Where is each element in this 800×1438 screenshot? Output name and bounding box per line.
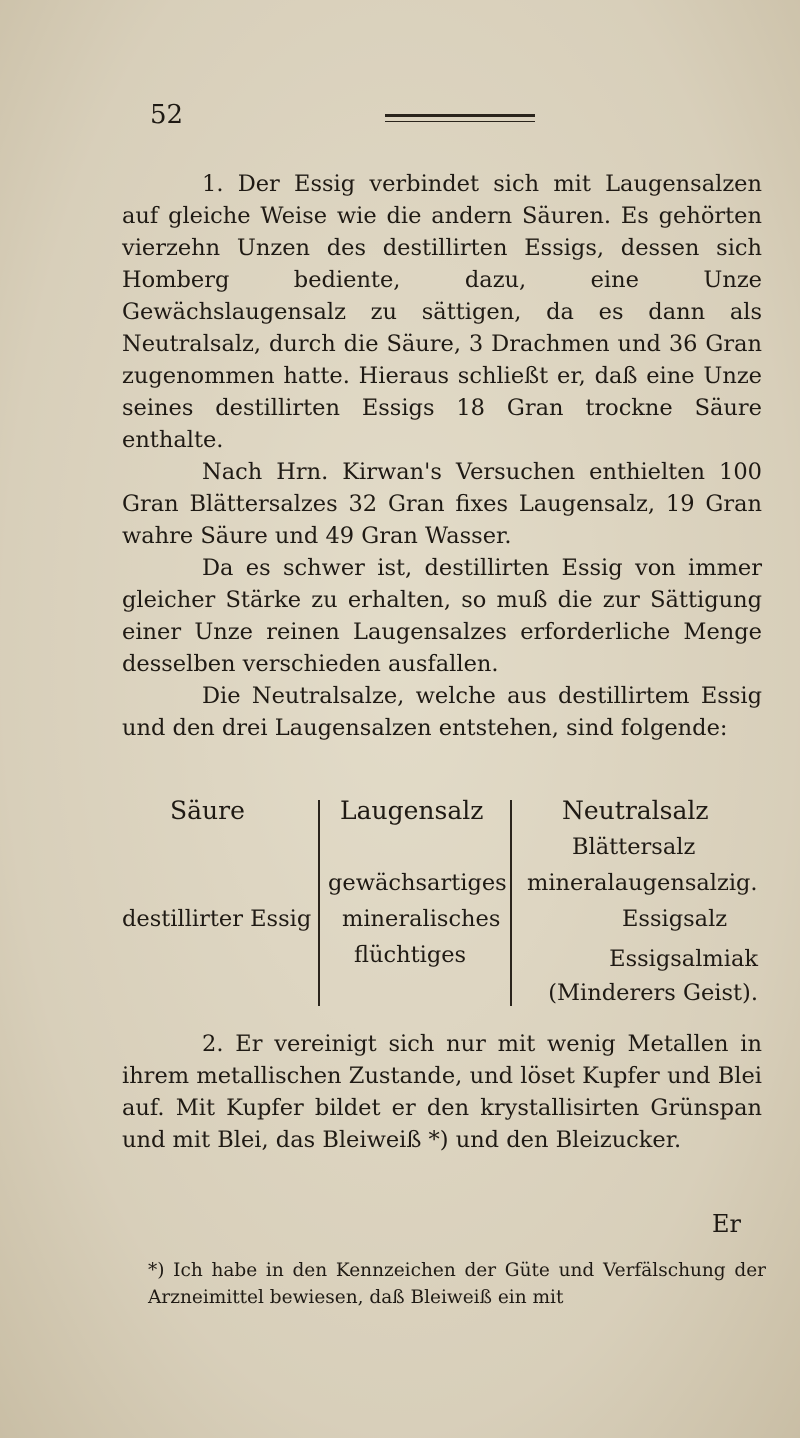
header-rule <box>385 114 535 117</box>
table-salt-3: Essigsalz <box>622 906 728 932</box>
table-alkali-1: gewächsartiges <box>328 870 507 896</box>
paragraph-1: 1. Der Essig verbindet sich mit Laugensalzen auf gleiche Weise wie die andern Säuren. Es gehörten vierzehn Unzen des destillirten Essigs, dessen sich Homberg bediente, dazu, eine Unze Gewächslaugensalz zu sättigen, da es dann als Neutralsalz, durch die Säure, 3 Drachmen und 36 Gran zugenommen hatte. Hieraus schließt er, daß eine Unze seines destillirten Essigs 18 Gran trockne Säure enthalte. <box>122 171 762 453</box>
table-acid: destillirter Essig <box>122 906 312 932</box>
paragraph-4: Die Neutralsalze, welche aus destillirtem Essig und den drei Laugensalzen entstehen, sind folgende: <box>122 683 762 741</box>
salt-table <box>122 790 770 1016</box>
header-rule-thin <box>385 121 535 122</box>
table-header-salt: Neutralsalz <box>562 796 709 825</box>
paragraph-2: Nach Hrn. Kirwan's Versuchen enthielten 100 Gran Blättersalzes 32 Gran fixes Laugensalz, 19 Gran wahre Säure und 49 Gran Wasser. <box>122 459 762 549</box>
table-divider-1 <box>318 800 320 1006</box>
footnote-text: *) Ich habe in den Kennzeichen der Güte und Verfälschung der Arzneimittel bewiesen, daß Bleiweiß ein mit <box>148 1260 766 1308</box>
paragraph-3: Da es schwer ist, destillirten Essig von immer gleicher Stärke zu erhalten, so muß die zur Sättigung einer Unze reinen Laugensalzes erforderliche Menge desselben verschieden ausfallen. <box>122 555 762 677</box>
catchword: Er <box>712 1210 741 1238</box>
table-header-acid: Säure <box>170 796 245 825</box>
table-header-alkali: Laugensalz <box>340 796 484 825</box>
table-salt-2: mineralaugensalzig. <box>527 870 758 896</box>
paragraph-5: 2. Er vereinigt sich nur mit wenig Metallen in ihrem metallischen Zustande, und löset Kupfer und Blei auf. Mit Kupfer bildet er den krystallisirten Grünspan und mit Blei, das Bleiweiß *) und den Bleizucker. <box>122 1031 762 1153</box>
footnote <box>148 1257 766 1311</box>
second-text-block <box>122 1028 762 1156</box>
page-number: 52 <box>150 100 184 130</box>
table-alkali-2: mineralisches <box>342 906 501 932</box>
page-header <box>150 100 770 140</box>
table-alkali-3: flüchtiges <box>354 942 467 968</box>
main-text-block <box>122 168 762 744</box>
table-divider-2 <box>510 800 512 1006</box>
table-salt-4: Essigsalmiak (Minderers Geist). <box>548 946 758 1006</box>
table-salt-1: Blättersalz <box>572 834 696 860</box>
